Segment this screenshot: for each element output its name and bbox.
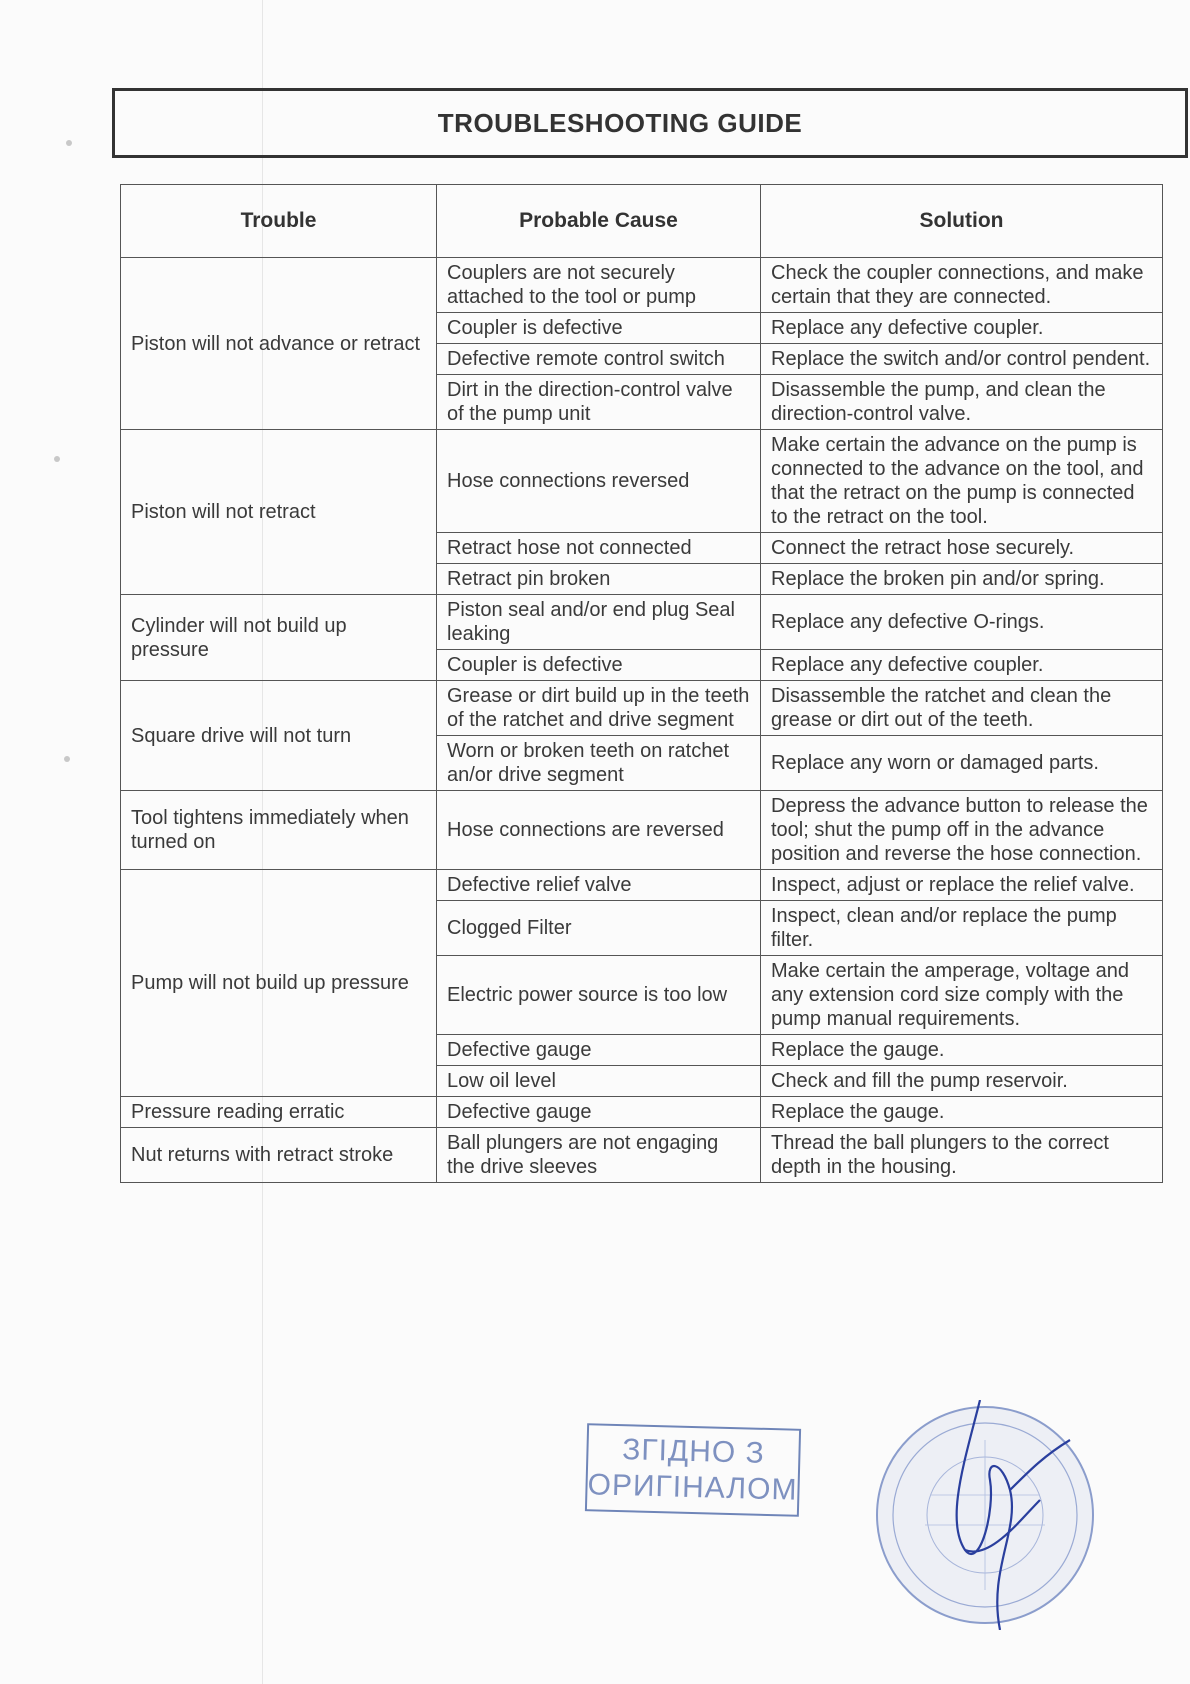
margin-mark — [54, 456, 60, 462]
probable-cause-cell: Retract pin broken — [437, 564, 761, 595]
trouble-cell: Pump will not build up pressure — [121, 870, 437, 1097]
probable-cause-cell: Retract hose not connected — [437, 533, 761, 564]
probable-cause-cell: Coupler is defective — [437, 650, 761, 681]
solution-cell: Replace the gauge. — [761, 1097, 1163, 1128]
header-trouble: Trouble — [121, 185, 437, 258]
solution-cell: Replace the broken pin and/or spring. — [761, 564, 1163, 595]
page-title: TROUBLESHOOTING GUIDE — [437, 107, 803, 138]
stamp-line-1: ЗГІДНО З — [621, 1433, 766, 1470]
solution-cell: Replace any defective O-rings. — [761, 595, 1163, 650]
solution-cell: Replace any defective coupler. — [761, 650, 1163, 681]
solution-cell: Check and fill the pump reservoir. — [761, 1066, 1163, 1097]
solution-cell: Replace any worn or damaged parts. — [761, 736, 1163, 791]
probable-cause-cell: Defective gauge — [437, 1035, 761, 1066]
probable-cause-cell: Worn or broken teeth on ratchet an/or drive segment — [437, 736, 761, 791]
probable-cause-cell: Defective remote control switch — [437, 344, 761, 375]
solution-cell: Replace the switch and/or control pendent. — [761, 344, 1163, 375]
probable-cause-cell: Electric power source is too low — [437, 956, 761, 1035]
probable-cause-cell: Coupler is defective — [437, 313, 761, 344]
trouble-cell: Piston will not advance or retract — [121, 258, 437, 430]
certified-copy-stamp — [585, 1423, 801, 1517]
trouble-cell: Square drive will not turn — [121, 681, 437, 791]
header-row — [121, 185, 1163, 258]
probable-cause-cell: Couplers are not securely attached to the tool or pump — [437, 258, 761, 313]
margin-mark — [66, 140, 72, 146]
probable-cause-cell: Low oil level — [437, 1066, 761, 1097]
trouble-cell: Nut returns with retract stroke — [121, 1128, 437, 1183]
solution-cell: Make certain the advance on the pump is connected to the advance on the tool, and that the retract on the pump is connected to the retract on the tool. — [761, 430, 1163, 533]
table-row — [121, 870, 1163, 901]
margin-mark — [64, 756, 70, 762]
trouble-cell: Pressure reading erratic — [121, 1097, 437, 1128]
probable-cause-cell: Grease or dirt build up in the teeth of the ratchet and drive segment — [437, 681, 761, 736]
solution-cell: Thread the ball plungers to the correct depth in the housing. — [761, 1128, 1163, 1183]
probable-cause-cell: Hose connections reversed — [437, 430, 761, 533]
probable-cause-cell: Dirt in the direction-control valve of the pump unit — [437, 375, 761, 430]
table-body — [121, 258, 1163, 1183]
solution-cell: Check the coupler connections, and make certain that they are connected. — [761, 258, 1163, 313]
table-row — [121, 430, 1163, 533]
table-row — [121, 791, 1163, 870]
trouble-cell: Piston will not retract — [121, 430, 437, 595]
probable-cause-cell: Clogged Filter — [437, 901, 761, 956]
solution-cell: Inspect, adjust or replace the relief valve. — [761, 870, 1163, 901]
trouble-cell: Tool tightens immediately when turned on — [121, 791, 437, 870]
troubleshooting-table — [120, 184, 1163, 1183]
table-row — [121, 595, 1163, 650]
table-row — [121, 258, 1163, 313]
table-row — [121, 1097, 1163, 1128]
round-seal-signature — [870, 1400, 1100, 1630]
stamp-line-2: ОРИГІНАЛОМ — [587, 1468, 798, 1507]
solution-cell: Depress the advance button to release the tool; shut the pump off in the advance position and reverse the hose connection. — [761, 791, 1163, 870]
probable-cause-cell: Ball plungers are not engaging the drive sleeves — [437, 1128, 761, 1183]
probable-cause-cell: Defective relief valve — [437, 870, 761, 901]
solution-cell: Connect the retract hose securely. — [761, 533, 1163, 564]
solution-cell: Replace any defective coupler. — [761, 313, 1163, 344]
title-box — [112, 88, 1188, 158]
solution-cell: Disassemble the pump, and clean the direction-control valve. — [761, 375, 1163, 430]
probable-cause-cell: Defective gauge — [437, 1097, 761, 1128]
solution-cell: Replace the gauge. — [761, 1035, 1163, 1066]
header-solution: Solution — [761, 185, 1163, 258]
trouble-cell: Cylinder will not build up pressure — [121, 595, 437, 681]
solution-cell: Make certain the amperage, voltage and any extension cord size comply with the pump manual requirements. — [761, 956, 1163, 1035]
probable-cause-cell: Piston seal and/or end plug Seal leaking — [437, 595, 761, 650]
probable-cause-cell: Hose connections are reversed — [437, 791, 761, 870]
table-row — [121, 1128, 1163, 1183]
solution-cell: Inspect, clean and/or replace the pump filter. — [761, 901, 1163, 956]
table-row — [121, 681, 1163, 736]
header-probable-cause: Probable Cause — [437, 185, 761, 258]
solution-cell: Disassemble the ratchet and clean the grease or dirt out of the teeth. — [761, 681, 1163, 736]
